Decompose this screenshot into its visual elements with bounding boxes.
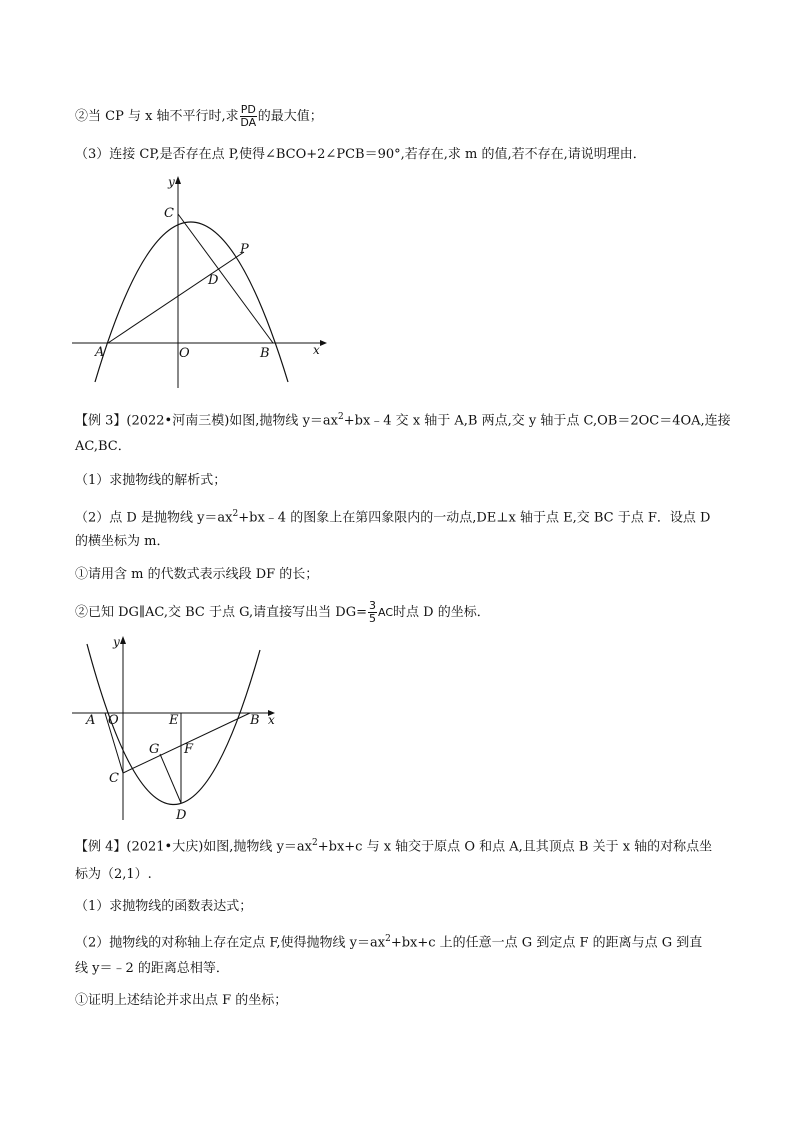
fig2-label-c: C (109, 771, 119, 786)
example-3-intro-line2: AC,BC． (75, 439, 131, 454)
fig1-label-o: O (179, 346, 190, 361)
fraction-3-5 (368, 600, 377, 625)
fig2-label-x: x (268, 713, 275, 727)
example-4-q2-part1: ①证明上述结论并求出点 F 的坐标； (75, 993, 288, 1008)
ex3-q2b-mid: AC (377, 606, 393, 619)
ex3-q2-a: （2）点 D 是抛物线 y＝ax (75, 510, 233, 526)
example-4-q2-line1 (75, 930, 734, 952)
fraction-denominator: 5 (368, 612, 376, 625)
ex3-intro-sup: 2 (338, 412, 344, 422)
example-4-q2-line2: 线 y＝﹣2 的距离总相等． (75, 961, 229, 976)
ex3-q2-sup: 2 (232, 509, 239, 519)
fig2-label-o: O (108, 713, 119, 728)
ex3-q2-b: +bx﹣4 的图象上在第四象限内的一动点,DE⊥x 轴于点 E,交 BC 于点 F．设点 D (238, 510, 711, 526)
ex4-intro-sup: 2 (312, 838, 318, 848)
fig1-segment-cb (178, 214, 273, 343)
fig1-label-c: C (164, 206, 174, 221)
fig2-label-y: y (113, 635, 120, 649)
example-3-q2-part1: ①请用含 m 的代数式表示线段 DF 的长； (75, 567, 319, 582)
fig1-label-p: P (240, 242, 249, 257)
fig1-label-d: D (208, 273, 219, 288)
ex3-q2b-suffix: 时点 D 的坐标． (393, 605, 490, 620)
example-3-q2-line2: 的横坐标为 m． (75, 534, 170, 549)
ex3-q2b-prefix: ②已知 DG∥AC,交 BC 于点 G,请直接写出当 DG= (75, 605, 367, 620)
fig1-x-arrow (320, 340, 327, 346)
fig2-label-f: F (184, 742, 194, 757)
example-3-intro-line1 (75, 408, 734, 430)
fig2-y-arrow (120, 636, 126, 644)
fraction-numerator: 3 (368, 599, 376, 612)
example-3-q1: （1）求抛物线的解析式； (75, 473, 227, 488)
fig1-label-b: B (260, 346, 270, 361)
fig2-label-e: E (169, 713, 179, 728)
ex4-intro-b: +bx+c 与 x 轴交于原点 O 和点 A,且其顶点 B 关于 x 轴的对称点坐 (317, 839, 713, 855)
fig2-label-g: G (149, 742, 160, 757)
ex4-q2-b: +bx+c 上的任意一点 G 到定点 F 的距离与点 G 到直 (390, 935, 703, 951)
fraction-numerator: PD (240, 103, 256, 116)
ex4-intro-a: 【例 4】(2021•大庆)如图,抛物线 y＝ax (75, 839, 312, 855)
ex3-intro-a: 【例 3】(2022•河南三模)如图,抛物线 y＝ax (75, 413, 338, 429)
fig1-label-x: x (313, 343, 320, 357)
example-4-intro-line1 (75, 834, 734, 856)
example-4-q1: （1）求抛物线的函数表达式； (75, 899, 253, 914)
figure-2-parabola (70, 632, 290, 827)
fig1-y-arrow (175, 176, 181, 184)
fig2-segment-dg (160, 754, 181, 803)
fig1-label-a: A (95, 345, 105, 360)
example-3-q2-line1 (75, 505, 734, 527)
q2b-suffix: 的最大值； (257, 109, 323, 124)
fig2-label-d: D (176, 808, 187, 823)
example-3-q2-part2 (75, 600, 734, 625)
fig1-label-y: y (168, 175, 175, 189)
figure-1-parabola (70, 172, 335, 392)
ex3-intro-b: +bx﹣4 交 x 轴于 A,B 两点,交 y 轴于点 C,OB＝2OC＝4OA,连接 (343, 413, 731, 429)
ex4-q2-a: （2）抛物线的对称轴上存在定点 F,使得抛物线 y＝ax (75, 935, 386, 951)
ex4-q2-sup: 2 (385, 934, 391, 944)
fraction-pd-da (240, 104, 257, 129)
fig2-label-a: A (86, 713, 96, 728)
q2b-prefix: ②当 CP 与 x 轴不平行时,求 (75, 109, 239, 124)
fig2-label-b: B (250, 713, 260, 728)
example-4-intro-line2: 标为（2,1）. (75, 867, 152, 882)
question-3: （3）连接 CP,是否存在点 P,使得∠BCO+2∠PCB＝90°,若存在,求 m 的值,若不存在,请说明理由． (75, 147, 646, 162)
fraction-denominator: DA (240, 116, 257, 129)
question-2-part-2 (75, 104, 734, 129)
fig1-segment-ap (108, 252, 244, 343)
